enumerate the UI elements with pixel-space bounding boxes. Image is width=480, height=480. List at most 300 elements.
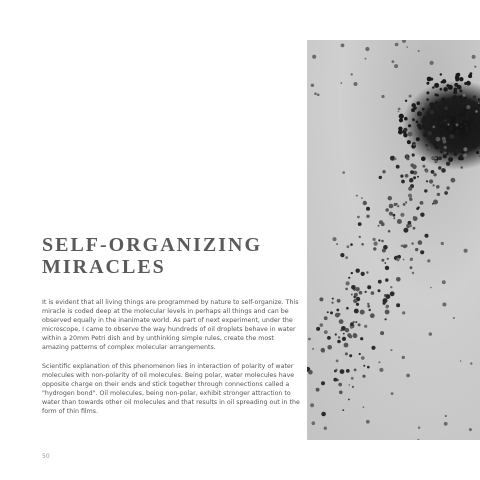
oil-droplet	[327, 311, 329, 313]
oil-droplet	[443, 140, 447, 144]
oil-droplet	[324, 316, 328, 320]
oil-droplet	[463, 147, 467, 151]
oil-droplet	[440, 88, 443, 91]
oil-droplet	[439, 121, 443, 125]
oil-droplet	[413, 176, 416, 179]
oil-droplet	[471, 134, 475, 138]
oil-droplet	[460, 107, 463, 110]
oil-droplet	[396, 258, 399, 261]
oil-droplet	[403, 228, 408, 233]
oil-droplet	[351, 377, 354, 380]
oil-droplet	[360, 337, 363, 340]
oil-droplet	[422, 108, 425, 111]
oil-droplet	[423, 165, 426, 168]
oil-droplet	[444, 106, 448, 110]
oil-droplet	[378, 289, 381, 292]
oil-droplet	[361, 243, 364, 246]
oil-droplet	[454, 153, 457, 156]
oil-droplet	[458, 95, 461, 98]
oil-droplet	[425, 234, 429, 238]
oil-droplet	[349, 354, 352, 357]
oil-droplet	[430, 110, 434, 114]
oil-droplet	[361, 197, 363, 199]
oil-droplet	[389, 204, 394, 209]
oil-droplet	[445, 191, 447, 193]
oil-droplet	[356, 269, 360, 273]
oil-droplet	[342, 337, 346, 341]
title-line-2: MIRACLES	[42, 256, 166, 278]
oil-droplet	[421, 157, 426, 162]
oil-droplet	[324, 330, 328, 334]
oil-droplet	[332, 298, 334, 300]
oil-droplet	[367, 366, 370, 369]
oil-droplet	[406, 157, 409, 160]
oil-droplet	[434, 160, 437, 163]
oil-droplet	[351, 294, 353, 296]
oil-droplet	[454, 88, 458, 92]
oil-droplet	[396, 303, 400, 307]
paragraph-2: Scientific explanation of this phenomenon lies in interaction of polarity of water molecules with non-polarity of oil molecules. Being polar, water molecules have opposite charge on their ends and stick together through connections called a "hydrogen bond". Oil molecules, being non-polar, exhibit stronger attraction to water than towards other oil molecules and that results in oil spreading out in the form of thin films.	[42, 362, 300, 416]
oil-droplet	[437, 193, 440, 196]
oil-droplet	[365, 47, 369, 51]
oil-droplet	[455, 131, 459, 135]
oil-droplet	[418, 50, 420, 52]
oil-droplet	[385, 306, 388, 309]
oil-droplet	[358, 222, 362, 226]
oil-droplet	[378, 239, 380, 241]
oil-droplet	[403, 133, 407, 137]
oil-droplet	[440, 73, 442, 75]
oil-droplet	[438, 166, 441, 169]
oil-droplet	[321, 412, 326, 417]
oil-droplet	[324, 427, 327, 430]
oil-droplet	[420, 213, 424, 217]
oil-droplet	[407, 46, 409, 48]
oil-droplet	[410, 266, 413, 269]
oil-droplet	[432, 126, 435, 129]
oil-droplet	[412, 103, 416, 107]
oil-droplet	[336, 360, 339, 363]
oil-droplet	[386, 208, 389, 211]
oil-droplet	[408, 194, 412, 198]
oil-droplet	[312, 348, 314, 350]
oil-droplet	[461, 143, 463, 145]
oil-droplet	[381, 95, 384, 98]
oil-droplet	[383, 245, 388, 250]
oil-droplet	[342, 171, 345, 174]
oil-droplet	[427, 146, 432, 151]
oil-droplet	[470, 72, 473, 75]
oil-droplet	[466, 112, 470, 116]
oil-droplet	[436, 185, 440, 189]
oil-droplet	[319, 297, 323, 301]
oil-droplet	[472, 144, 476, 148]
oil-droplet	[431, 170, 435, 174]
oil-droplet	[400, 175, 403, 178]
oil-droplet	[441, 127, 445, 131]
oil-droplet	[395, 203, 397, 205]
oil-droplet	[435, 93, 438, 96]
oil-droplet	[421, 119, 423, 121]
oil-droplet	[438, 156, 442, 160]
oil-droplet	[361, 272, 365, 276]
oil-droplet	[423, 133, 427, 137]
oil-droplet	[442, 112, 446, 116]
oil-droplet	[389, 212, 393, 216]
oil-droplet	[409, 95, 412, 98]
body-text	[42, 298, 300, 425]
oil-droplet	[398, 111, 399, 112]
oil-droplet	[470, 107, 473, 110]
oil-droplet	[402, 311, 405, 314]
oil-droplet	[408, 221, 412, 225]
oil-droplet	[471, 112, 474, 115]
oil-droplet	[436, 130, 440, 134]
oil-droplet	[442, 303, 446, 307]
oil-droplet	[436, 137, 441, 142]
oil-droplet	[420, 250, 424, 254]
oil-droplet	[473, 95, 477, 99]
page-number: 50	[42, 453, 50, 460]
oil-droplet	[403, 203, 406, 206]
oil-droplet	[385, 318, 387, 320]
oil-droplet	[446, 186, 449, 189]
oil-droplet	[373, 238, 376, 241]
oil-droplet	[409, 186, 411, 188]
oil-droplet	[444, 422, 448, 426]
oil-droplet	[385, 278, 388, 281]
oil-droplet	[349, 384, 351, 386]
oil-droplet	[346, 307, 349, 310]
oil-droplet	[470, 362, 472, 364]
oil-droplet	[386, 294, 391, 299]
oil-droplet	[465, 126, 468, 129]
oil-droplet	[422, 124, 425, 127]
oil-droplet	[450, 134, 455, 139]
oil-droplet	[460, 125, 463, 128]
oil-droplet	[402, 356, 405, 359]
oil-droplet	[312, 55, 316, 59]
oil-droplet	[381, 240, 384, 243]
oil-droplet	[398, 108, 401, 111]
oil-droplet	[406, 155, 408, 157]
oil-droplet	[452, 98, 454, 100]
oil-droplet	[429, 332, 432, 335]
oil-droplet	[391, 392, 394, 395]
oil-droplet	[353, 321, 355, 323]
oil-droplet	[456, 123, 459, 126]
oil-droplet	[345, 352, 348, 355]
oil-droplet	[411, 242, 413, 244]
oil-droplet	[439, 105, 443, 109]
oil-droplet	[417, 176, 419, 178]
oil-droplet	[347, 245, 350, 248]
oil-droplet	[366, 420, 370, 424]
oil-droplet	[401, 245, 404, 248]
oil-droplet	[333, 378, 337, 382]
oil-droplet	[415, 248, 418, 251]
oil-droplet	[408, 132, 413, 137]
oil-droplet	[435, 157, 437, 159]
oil-droplet	[359, 353, 361, 355]
oil-droplet	[396, 165, 400, 169]
oil-droplet	[473, 116, 476, 119]
oil-droplet	[316, 327, 320, 331]
oil-droplet	[412, 153, 415, 156]
oil-droplet	[438, 112, 443, 117]
oil-droplet	[451, 141, 454, 144]
oil-droplet	[331, 302, 333, 304]
oil-droplet	[388, 196, 392, 200]
oil-droplet	[357, 216, 360, 219]
oil-droplet	[394, 158, 397, 161]
oil-droplet	[397, 205, 399, 207]
oil-droplet	[453, 122, 456, 125]
oil-droplet	[404, 117, 408, 121]
oil-droplet	[344, 343, 349, 348]
oil-droplet	[430, 287, 432, 289]
oil-droplet	[425, 144, 428, 147]
oil-droplet	[366, 215, 369, 218]
oil-droplet	[417, 123, 421, 127]
oil-droplet	[409, 178, 413, 182]
oil-droplet	[444, 101, 447, 104]
oil-droplet	[444, 152, 447, 155]
oil-droplet	[399, 114, 404, 119]
oil-droplet	[353, 333, 358, 338]
oil-droplet	[467, 142, 471, 146]
oil-droplet	[460, 116, 465, 121]
oil-droplet	[426, 180, 428, 182]
oil-droplet	[410, 258, 413, 261]
oil-droplet	[371, 346, 375, 350]
oil-droplet	[364, 325, 367, 328]
oil-droplet	[463, 154, 467, 158]
oil-droplet	[327, 336, 331, 340]
oil-droplet	[397, 219, 402, 224]
oil-droplet	[327, 345, 332, 350]
oil-droplet	[460, 360, 462, 362]
oil-droplet	[434, 83, 439, 88]
oil-droplet	[359, 291, 363, 295]
oil-droplet	[407, 140, 411, 144]
oil-droplet	[338, 336, 340, 338]
oil-droplet	[399, 118, 403, 122]
oil-droplet	[348, 399, 350, 401]
oil-droplet	[343, 333, 345, 335]
oil-droplet	[350, 326, 353, 329]
oil-droplet	[446, 162, 450, 166]
oil-droplet	[449, 107, 454, 112]
oil-droplet	[367, 305, 370, 308]
oil-droplet	[373, 247, 376, 250]
oil-droplet	[378, 361, 380, 363]
oil-droplet	[432, 103, 435, 106]
oil-droplet	[316, 388, 320, 392]
oil-droplet	[400, 213, 404, 217]
oil-droplet	[431, 156, 435, 160]
oil-droplet	[321, 381, 325, 385]
oil-droplet	[472, 55, 476, 59]
oil-droplet	[354, 309, 359, 314]
oil-droplet	[451, 112, 456, 117]
oil-droplet	[403, 259, 405, 261]
oil-droplet	[466, 105, 470, 109]
oil-droplet	[378, 280, 382, 284]
oil-droplet	[333, 237, 337, 241]
oil-droplet	[363, 365, 365, 367]
oil-droplet	[370, 313, 375, 318]
oil-droplet	[405, 174, 409, 178]
oil-droplet	[390, 286, 392, 288]
oil-droplet	[311, 84, 314, 87]
oil-droplet	[336, 243, 338, 245]
oil-droplet	[427, 131, 432, 136]
oil-droplet	[469, 428, 472, 431]
oil-droplet	[365, 58, 367, 60]
oil-droplet	[388, 230, 391, 233]
oil-droplet	[393, 214, 396, 217]
oil-droplet	[314, 92, 317, 95]
oil-droplet	[361, 356, 365, 360]
oil-droplet	[442, 79, 446, 83]
oil-droplet	[459, 77, 463, 81]
oil-droplet	[444, 119, 446, 121]
oil-droplet	[349, 335, 353, 339]
oil-droplet	[379, 176, 382, 179]
oil-droplet	[339, 319, 344, 324]
article-title	[42, 234, 302, 278]
oil-droplet	[464, 122, 467, 125]
oil-droplet	[360, 310, 365, 315]
oil-droplet	[432, 86, 434, 88]
oil-droplet	[381, 259, 384, 262]
oil-droplet	[387, 258, 389, 260]
oil-droplet	[453, 317, 455, 319]
oil-droplet	[443, 87, 448, 92]
oil-droplet	[417, 101, 421, 105]
oil-droplet	[473, 127, 476, 130]
oil-droplet	[422, 116, 427, 121]
oil-droplet	[382, 170, 385, 173]
oil-droplet	[420, 103, 424, 107]
oil-droplet	[359, 236, 361, 238]
oil-droplet	[478, 103, 479, 104]
oil-droplet	[353, 299, 357, 303]
oil-droplet	[342, 409, 344, 411]
oil-droplet	[395, 43, 399, 47]
oil-droplet	[340, 329, 342, 331]
oil-droplet	[356, 303, 359, 306]
oil-droplet	[460, 99, 464, 103]
microscope-photo-oil-droplets	[307, 40, 480, 440]
oil-droplet	[448, 157, 453, 162]
oil-droplet	[451, 178, 456, 183]
oil-droplet	[385, 310, 390, 315]
oil-droplet	[448, 126, 452, 130]
oil-droplet	[369, 309, 371, 311]
oil-droplet	[433, 143, 436, 146]
oil-droplet	[351, 272, 353, 274]
oil-droplet	[416, 121, 419, 124]
oil-droplet	[312, 421, 316, 425]
oil-droplet	[346, 369, 350, 373]
title-line-1: SELF-ORGANIZING	[42, 234, 263, 256]
oil-droplet	[345, 256, 348, 259]
oil-droplet	[413, 144, 415, 146]
oil-droplet	[426, 91, 429, 94]
oil-droplet	[321, 349, 325, 353]
oil-droplet	[455, 73, 459, 77]
oil-droplet	[456, 118, 459, 121]
oil-droplet	[413, 216, 415, 218]
paragraph-1: It is evident that all living things are programmed by nature to self-organize. This miracle is coded deep at the molecular levels in perhaps all things and can be observed equally in the inanimate world. As part of next experiment, under the microscope, I came to observe the way hundreds of oil droplets behave in water within a 20mm Petri dish and by unthinking simple rules, create the most amazing patterns of complex molecular arrangements.	[42, 299, 299, 352]
oil-droplet	[394, 64, 398, 68]
oil-droplet	[420, 201, 424, 205]
oil-droplet	[340, 82, 342, 84]
oil-droplet	[348, 277, 350, 279]
oil-droplet	[435, 101, 438, 104]
oil-droplet	[475, 110, 478, 113]
oil-droplet	[457, 102, 460, 105]
oil-droplet	[379, 368, 383, 372]
oil-droplet	[330, 311, 333, 314]
oil-droplet	[393, 217, 395, 219]
oil-droplet	[448, 85, 453, 90]
oil-droplet	[367, 303, 369, 305]
oil-droplet	[444, 146, 447, 149]
oil-droplet	[426, 82, 429, 85]
oil-droplet	[363, 406, 365, 408]
oil-droplet	[441, 242, 444, 245]
oil-droplet	[455, 115, 458, 118]
oil-droplet	[363, 201, 367, 205]
oil-droplet	[470, 125, 474, 129]
oil-droplet	[423, 127, 426, 130]
oil-droplet	[410, 170, 414, 174]
oil-droplet	[346, 281, 350, 285]
oil-droplet	[391, 349, 393, 351]
oil-droplet	[355, 287, 359, 291]
oil-droplet	[405, 201, 407, 203]
oil-droplet	[441, 97, 445, 101]
oil-droplet	[378, 225, 380, 227]
oil-droplet	[430, 78, 433, 81]
oil-droplet	[341, 44, 345, 48]
oil-droplet	[337, 299, 341, 303]
oil-droplet	[355, 321, 357, 323]
oil-droplet	[308, 338, 311, 341]
oil-droplet	[366, 271, 368, 273]
oil-droplet	[445, 415, 447, 417]
oil-droplet	[354, 82, 358, 86]
oil-droplet	[317, 94, 320, 97]
oil-droplet	[433, 184, 435, 186]
oil-droplet	[338, 383, 342, 387]
oil-droplet	[444, 131, 447, 134]
oil-droplet	[383, 302, 386, 305]
oil-droplet	[336, 309, 339, 312]
oil-droplet	[337, 340, 341, 344]
oil-droplet	[442, 280, 446, 284]
oil-droplet	[351, 285, 356, 290]
oil-droplet	[310, 403, 314, 407]
oil-droplet	[427, 259, 430, 262]
oil-droplet	[384, 262, 386, 264]
oil-droplet	[459, 89, 462, 92]
oil-droplet	[354, 369, 357, 372]
oil-droplet	[424, 189, 427, 192]
